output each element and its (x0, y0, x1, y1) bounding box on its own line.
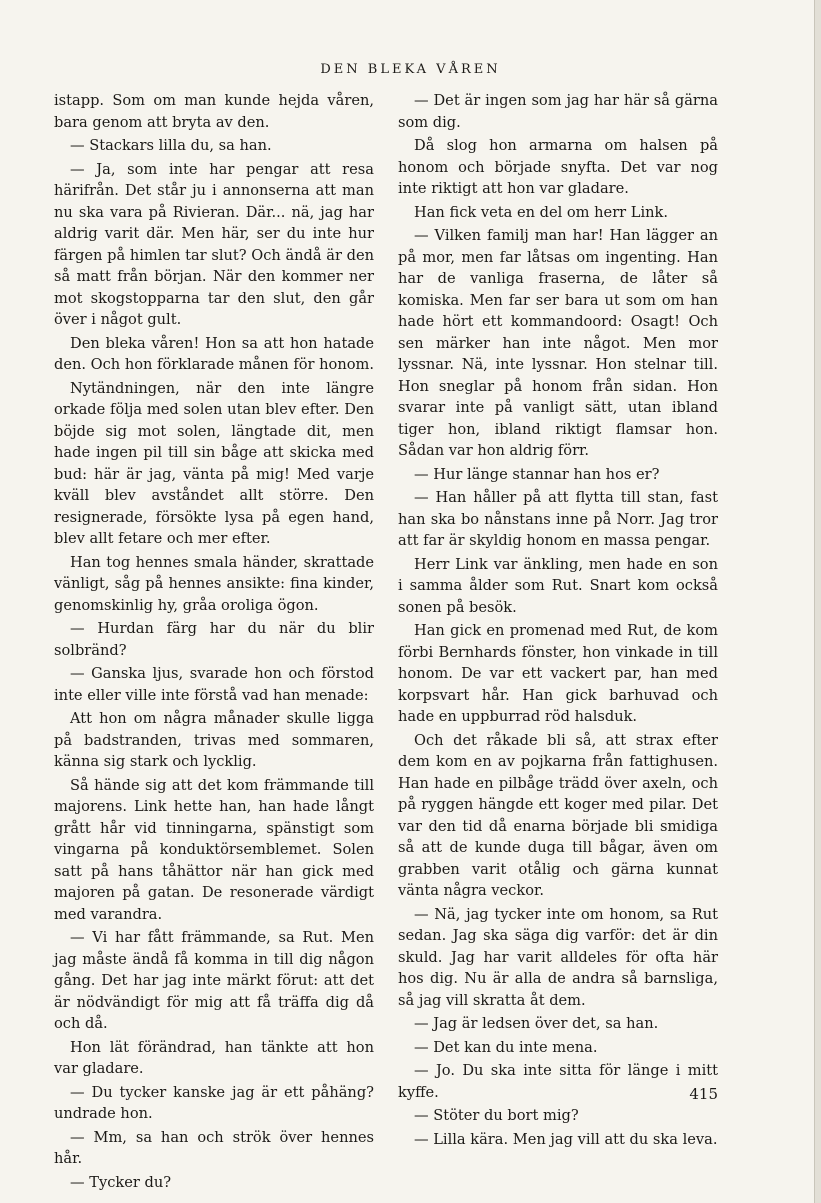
paragraph: — Jag är ledsen över det, sa han. (414, 1015, 659, 1032)
paragraph: — Lilla kära. Men jag vill att du ska leva. (414, 1130, 718, 1148)
paragraph: Han fick veta en del om herr Link. (414, 203, 669, 221)
paragraph: Nytändningen, när den inte längre orkade följa med solen utan blev efter. Den böjde sig mot solen, längtade dit, men hade ingen pil till sin båge att skicka med bud: här är jag, vänta på mig! Med varje kväll blev avståndet allt större. Den resignerade, försökte lysa på egen hand, blev allt fetare och mer efter. (54, 379, 374, 547)
paragraph: — Vilken familj man har! Han lägger an på mor, men far låtsas om ingenting. Han har de vanliga fraserna, de låter så komiska. Men far ser bara ut som om han hade hört ett kommandoord: Osagt! Och sen märker han inte något. Men mor lyssnar. Nä, inte lyssnar. Hon stelnar till. Hon sneglar på honom från sidan. Hon svarar inte på vanligt sätt, utan ibland tiger hon, ibland riktigt flamsar hon. Sådan var hon aldrig förr. (398, 227, 718, 459)
right-column (398, 90, 718, 1152)
paragraph: Han tog hennes smala händer, skrattade vänligt, såg på hennes ansikte: fina kinder, genomskinlig hy, gråa oroliga ögon. (54, 553, 374, 614)
left-column (54, 90, 374, 1195)
paragraph: — Mm, sa han och strök över hennes hår. (54, 1128, 374, 1167)
paragraph: — Hur länge stannar han hos er? (414, 465, 660, 483)
paragraph: — Du tycker kanske jag är ett påhäng? undrade hon. (54, 1083, 374, 1122)
paragraph: — Hurdan färg har du när du blir solbränd? (54, 620, 374, 659)
paragraph: — Han håller på att flytta till stan, fast han ska bo nånstans inne på Norr. Jag tror att far är skyldig honom en massa pengar. (398, 489, 718, 549)
page-edge (814, 0, 821, 1203)
paragraph: — Det är ingen som jag har här så gärna som dig. (398, 92, 718, 131)
paragraph: Han gick en promenad med Rut, de kom förbi Bernhards fönster, hon vinkade in till honom. De var ett vackert par, han med korpsvart hår. Han gick barhuvad och hade en uppburrad röd halsduk. (398, 622, 718, 725)
paragraph: — Tycker du? (70, 1173, 172, 1191)
paragraph: — Ganska ljus, svarade hon och förstod inte eller ville inte förstå vad han menade: (54, 665, 374, 704)
paragraph: istapp. Som om man kunde hejda våren, bara genom att bryta av den. (54, 92, 374, 131)
paragraph: — Ja, som inte har pengar att resa härifrån. Det står ju i annonserna att man nu ska vara på Rivieran. Där... nä, jag har aldrig varit där. Men här, ser du inte hur färgen på himlen tar slut? Och ändå är den så matt från början. När den kommer ner mot skogstopparna tar den slut, den går över i något gult. (54, 160, 374, 328)
paragraph: Hon lät förändrad, han tänkte att hon var gladare. (54, 1038, 374, 1077)
paragraph: — Det kan du inte mena. (414, 1038, 598, 1056)
paragraph: — Vi har fått främmande, sa Rut. Men jag måste ändå få komma in till dig någon gång. Det har jag inte märkt förut: att det är nödvändigt för mig att få träffa dig då och då. (54, 929, 374, 1032)
paragraph: Och det råkade bli så, att strax efter dem kom en av pojkarna från fattighusen. Han hade en pilbåge trädd över axeln, och på ryggen hängde ett koger med pilar. Det var den tid då enarna började bli smidiga så att de kunde duga till bågar, även om grabben varit otålig och gärna kunnat vänta några veckor. (398, 731, 718, 899)
paragraph: Så hände sig att det kom främmande till majorens. Link hette han, han hade långt grått hår vid tinningarna, spänstigt som vingarna på konduktörsemblemet. Solen satt på hans tåhättor när han gick med majoren på gatan. De resonerade värdigt med varandra. (54, 776, 374, 923)
paragraph: — Jo. Du ska inte sitta för länge i mitt kyffe. (398, 1062, 718, 1101)
paragraph: Herr Link var änkling, men hade en son i samma ålder som Rut. Snart kom också sonen på besök. (398, 555, 718, 616)
paragraph: — Nä, jag tycker inte om honom, sa Rut sedan. Jag ska säga dig varför: det är din skuld. Jag har varit alldeles för ofta här hos dig. Nu är alla de andra så barnsliga, så jag vill skratta åt dem. (398, 905, 718, 1009)
paragraph: — Stackars lilla du, sa han. (70, 137, 272, 154)
running-header: DEN BLEKA VÅREN (320, 62, 501, 77)
paragraph: Då slog hon armarna om halsen på honom och började snyfta. Det var nog inte riktigt att hon var gladare. (398, 137, 718, 197)
page-number: 415 (689, 1085, 718, 1103)
paragraph: — Stöter du bort mig? (414, 1107, 579, 1124)
paragraph: Den bleka våren! Hon sa att hon hatade den. Och hon förklarade månen för honom. (54, 334, 374, 373)
paragraph: Att hon om några månader skulle ligga på badstranden, trivas med sommaren, känna sig stark och lycklig. (54, 710, 374, 770)
